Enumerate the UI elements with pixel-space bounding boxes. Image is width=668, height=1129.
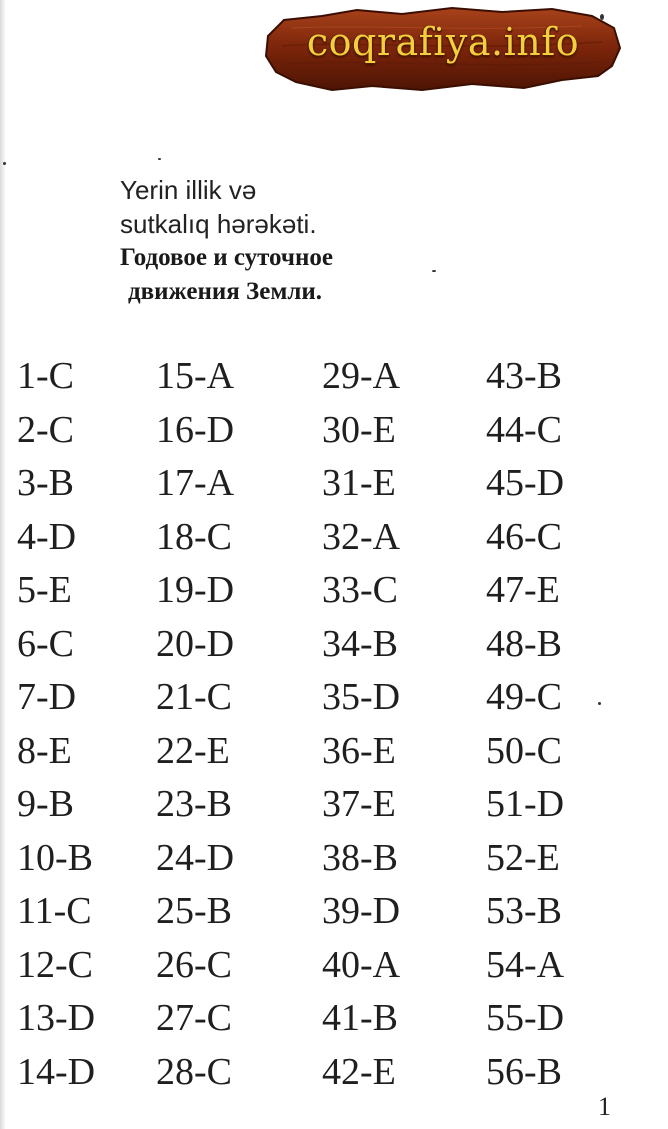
answer-item: 28-C: [156, 1050, 232, 1093]
heading-az-line-2: sutkalıq hərəkəti.: [120, 209, 317, 239]
answer-item: 46-C: [486, 515, 562, 558]
answer-item: 55-D: [486, 997, 565, 1039]
answer-column-4: [486, 350, 564, 1099]
answer-item: 37-E: [322, 783, 396, 825]
answer-item: 47-E: [486, 569, 560, 611]
answer-item: 43-B: [486, 355, 562, 397]
answer-item: 16-D: [156, 408, 235, 451]
answer-item: 34-B: [322, 622, 398, 665]
answer-item: 42-E: [322, 1050, 396, 1093]
answer-item: 54-A: [486, 943, 565, 986]
scan-speck: [598, 702, 601, 705]
logo-text: coqrafiya.info: [306, 20, 580, 64]
answer-item: 52-E: [486, 836, 560, 879]
answer-item: 30-E: [322, 408, 396, 451]
answer-item: 6-C: [17, 622, 74, 665]
answer-column-2: [156, 350, 234, 1099]
answer-item: 25-B: [156, 890, 232, 932]
answer-item: 7-D: [17, 676, 77, 718]
answer-item: 33-C: [322, 569, 398, 611]
answer-item: 14-D: [17, 1050, 96, 1093]
answer-column-3: [322, 350, 400, 1099]
heading-az-line-1: Yerin illik və: [120, 175, 257, 205]
answer-item: 36-E: [322, 729, 396, 772]
answer-item: 2-C: [17, 408, 74, 451]
answer-item: 21-C: [156, 676, 232, 718]
answer-item: 31-E: [322, 462, 396, 504]
answer-item: 35-D: [322, 676, 401, 718]
answer-item: 24-D: [156, 836, 235, 879]
answer-item: 4-D: [17, 515, 77, 558]
site-logo[interactable]: [262, 6, 624, 94]
answer-item: 32-A: [322, 515, 401, 558]
answer-item: 27-C: [156, 997, 232, 1039]
answer-item: 44-C: [486, 408, 562, 451]
answer-item: 48-B: [486, 622, 562, 665]
scan-edge: [0, 0, 6, 1129]
page-number: 1: [598, 1092, 611, 1121]
answer-item: 38-B: [322, 836, 398, 879]
answer-item: 41-B: [322, 997, 398, 1039]
answer-item: 19-D: [156, 569, 235, 611]
answer-item: 13-D: [17, 997, 96, 1039]
answer-item: 51-D: [486, 783, 565, 825]
answer-item: 11-C: [17, 890, 92, 932]
scan-speck: [600, 14, 604, 20]
page-heading: [120, 173, 480, 309]
answer-item: 49-C: [486, 676, 562, 718]
answer-item: 8-E: [17, 729, 72, 772]
answer-item: 10-B: [17, 836, 93, 879]
answer-item: 3-B: [17, 462, 74, 504]
answer-item: 15-A: [156, 355, 235, 397]
answer-item: 29-A: [322, 355, 401, 397]
heading-ru-line-1: Годовое и суточное: [120, 244, 334, 271]
answer-item: 17-A: [156, 462, 235, 504]
answer-item: 12-C: [17, 943, 93, 986]
answer-item: 23-B: [156, 783, 232, 825]
answer-item: 40-A: [322, 943, 401, 986]
answer-item: 56-B: [486, 1050, 562, 1093]
answer-item: 26-C: [156, 943, 232, 986]
scan-speck: [432, 270, 436, 272]
scan-speck: [158, 158, 161, 160]
answer-item: 45-D: [486, 462, 565, 504]
answer-item: 39-D: [322, 890, 401, 932]
answer-item: 9-B: [17, 783, 74, 825]
answer-column-1: [17, 350, 95, 1099]
answer-item: 1-C: [17, 355, 74, 397]
answer-item: 53-B: [486, 890, 562, 932]
answer-item: 22-E: [156, 729, 230, 772]
scan-speck: [3, 162, 6, 165]
answer-item: 50-C: [486, 729, 562, 772]
answer-item: 18-C: [156, 515, 232, 558]
heading-ru-line-2: движения Земли.: [128, 278, 323, 305]
answer-item: 5-E: [17, 569, 72, 611]
answer-item: 20-D: [156, 622, 235, 665]
